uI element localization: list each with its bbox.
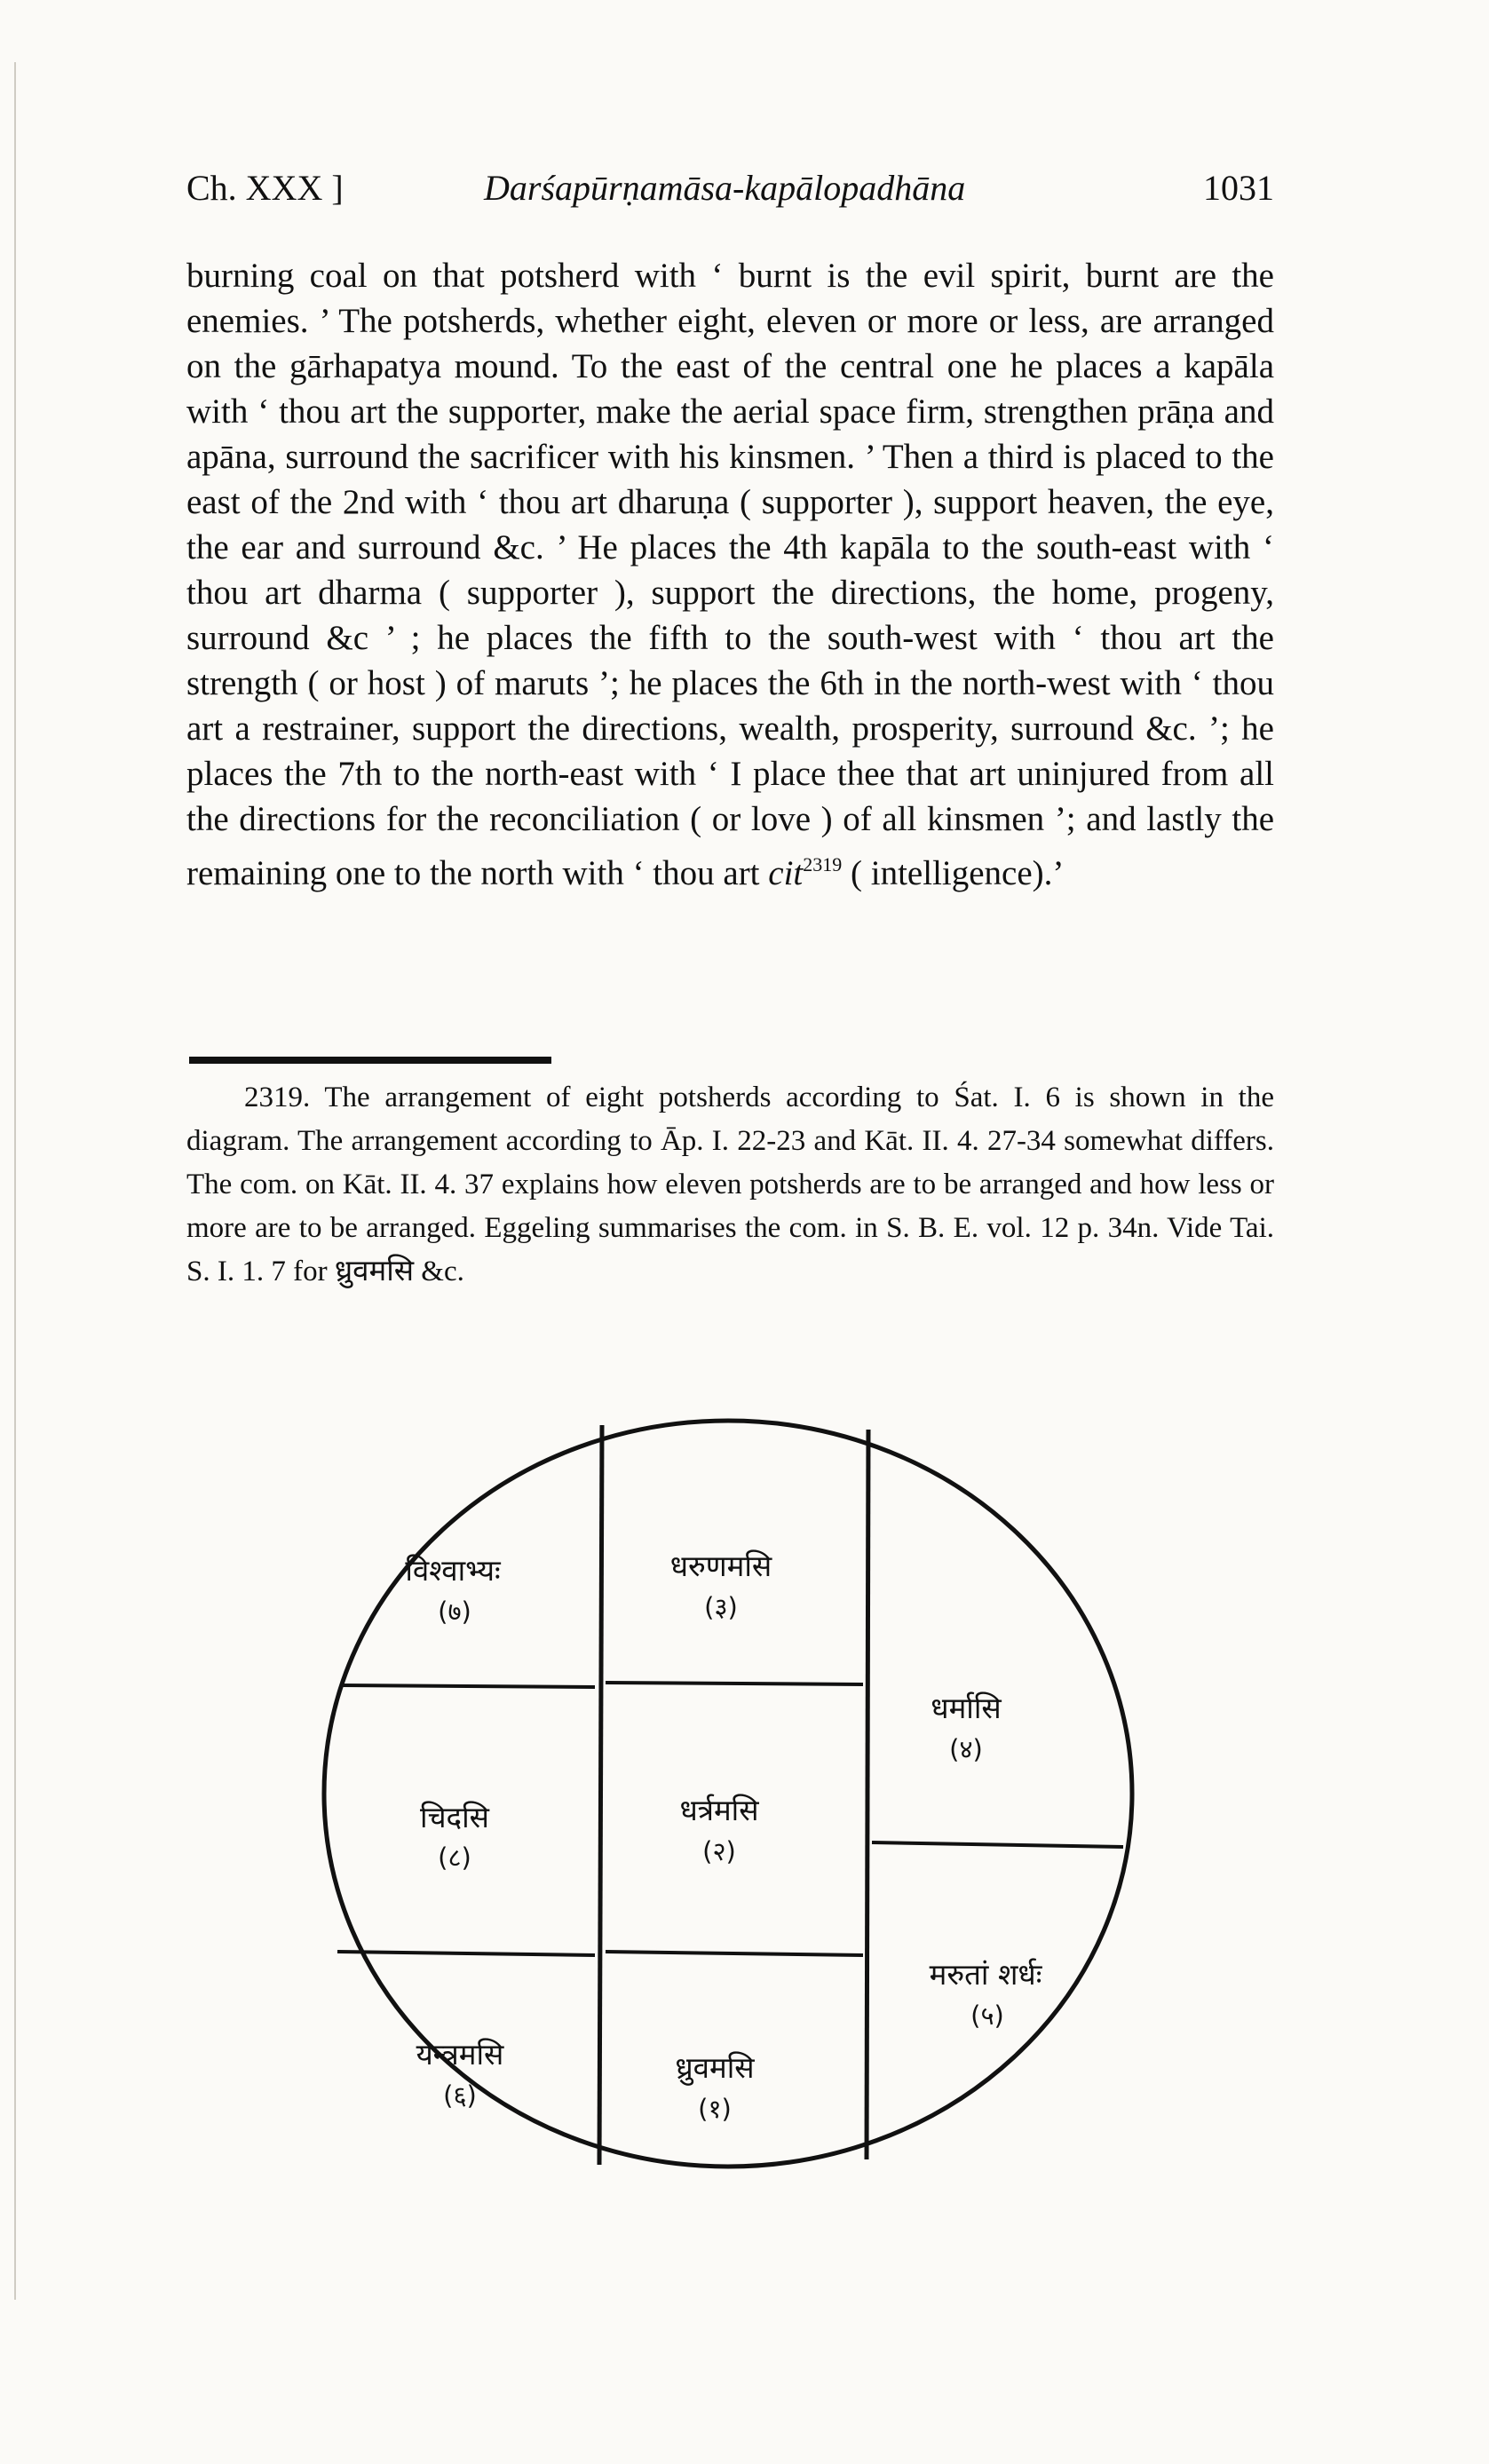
cell-label-1: ध्रुवमसि [675, 2050, 755, 2085]
divider-vertical-right [867, 1430, 868, 2159]
cell-number-2: (२) [702, 1836, 736, 1866]
footnote [186, 1076, 1274, 1294]
divider-left-upper [342, 1685, 595, 1687]
cell-number-7: (७) [438, 1596, 471, 1627]
body-paragraph [186, 253, 1274, 896]
running-header [186, 167, 1274, 220]
cell-label-2: धर्त्रमसि [679, 1793, 759, 1827]
cell-label-7: विश्वाभ्यः [405, 1553, 501, 1588]
footnote-reference: 2319 [803, 853, 843, 875]
footnote-text: 2319. The arrangement of eight potsherds according to Śat. I. 6 is shown in the diagram. The arrangement according to Āp. I. 22-23 and Kāt. II. 4. 27-34 somewhat differs. The com. on Kāt. II. 4. 37 explains how eleven potsherds are to be arranged and how less or more are to be arranged. Eggeling summarises the com. in S. B. E. vol. 12 p. 34n. Vide Tai. S. I. 1. 7 for ध्रुवमसि &c. [186, 1081, 1274, 1287]
cell-number-4: (४) [949, 1734, 983, 1764]
main-body [186, 253, 1274, 896]
cell-number-6: (६) [443, 2080, 477, 2111]
page-number: 1031 [1203, 168, 1274, 208]
divider-middle-lower [606, 1952, 863, 1955]
cell-label-8: चिदसि [420, 1800, 489, 1834]
footnote-rule [189, 1057, 551, 1064]
divider-left-lower [337, 1952, 595, 1955]
cell-label-6: यन्त्रमसि [416, 2037, 504, 2072]
divider-vertical-left [599, 1425, 602, 2165]
cell-number-1: (१) [698, 2094, 732, 2124]
cell-number-5: (५) [970, 2001, 1004, 2031]
cit-word: cit [768, 854, 804, 892]
divider-right [872, 1842, 1123, 1847]
scan-edge-line [14, 62, 16, 2300]
chapter-label: Ch. XXX ] [186, 168, 344, 208]
running-title: Darśapūrṇamāsa-kapālopadhāna [484, 168, 966, 208]
body-text: burning coal on that potsherd with ‘ burnt is the evil spirit, burnt are the enemies. ’ The potsherds, whether eight, eleven or more or less, are arranged on the gārhapatya mound. To the east of the central one he places a kapāla with ‘ thou art the supporter, make the aerial space firm, strengthen prāṇa and apāna, surround the sacrificer with his kinsmen. ’ Then a third is placed to the east of the 2nd with ‘ thou art dharuṇa ( supporter ), support heaven, the eye, the ear and surround &c. ’ He places the 4th kapāla to the south-east with ‘ thou art dharma ( supporter ), support the directions, the home, progeny, surround &c ’ ; he places the fifth to the south-west with ‘ thou art the strength ( or host ) of maruts ’; he places the 6th in the north-west with ‘ thou art a restrainer, support the directions, wealth, prosperity, surround &c. ’; he places the 7th to the north-east with ‘ I place thee that art uninjured from all the directions for the reconciliation ( or love ) of all kinsmen ’; and lastly the remaining one to the north with ‘ thou art [186, 257, 1274, 892]
body-text-end: ( intelligence).’ [842, 854, 1065, 892]
divider-middle-upper [606, 1683, 863, 1684]
cell-number-8: (८) [438, 1842, 471, 1873]
potsherd-diagram [302, 1403, 1154, 2184]
cell-label-5: मरुतां शर्धः [929, 1957, 1042, 1992]
cell-number-3: (३) [704, 1592, 738, 1622]
cell-label-4: धर्मासि [931, 1691, 1002, 1725]
cell-label-3: धरुणमसि [669, 1549, 772, 1583]
